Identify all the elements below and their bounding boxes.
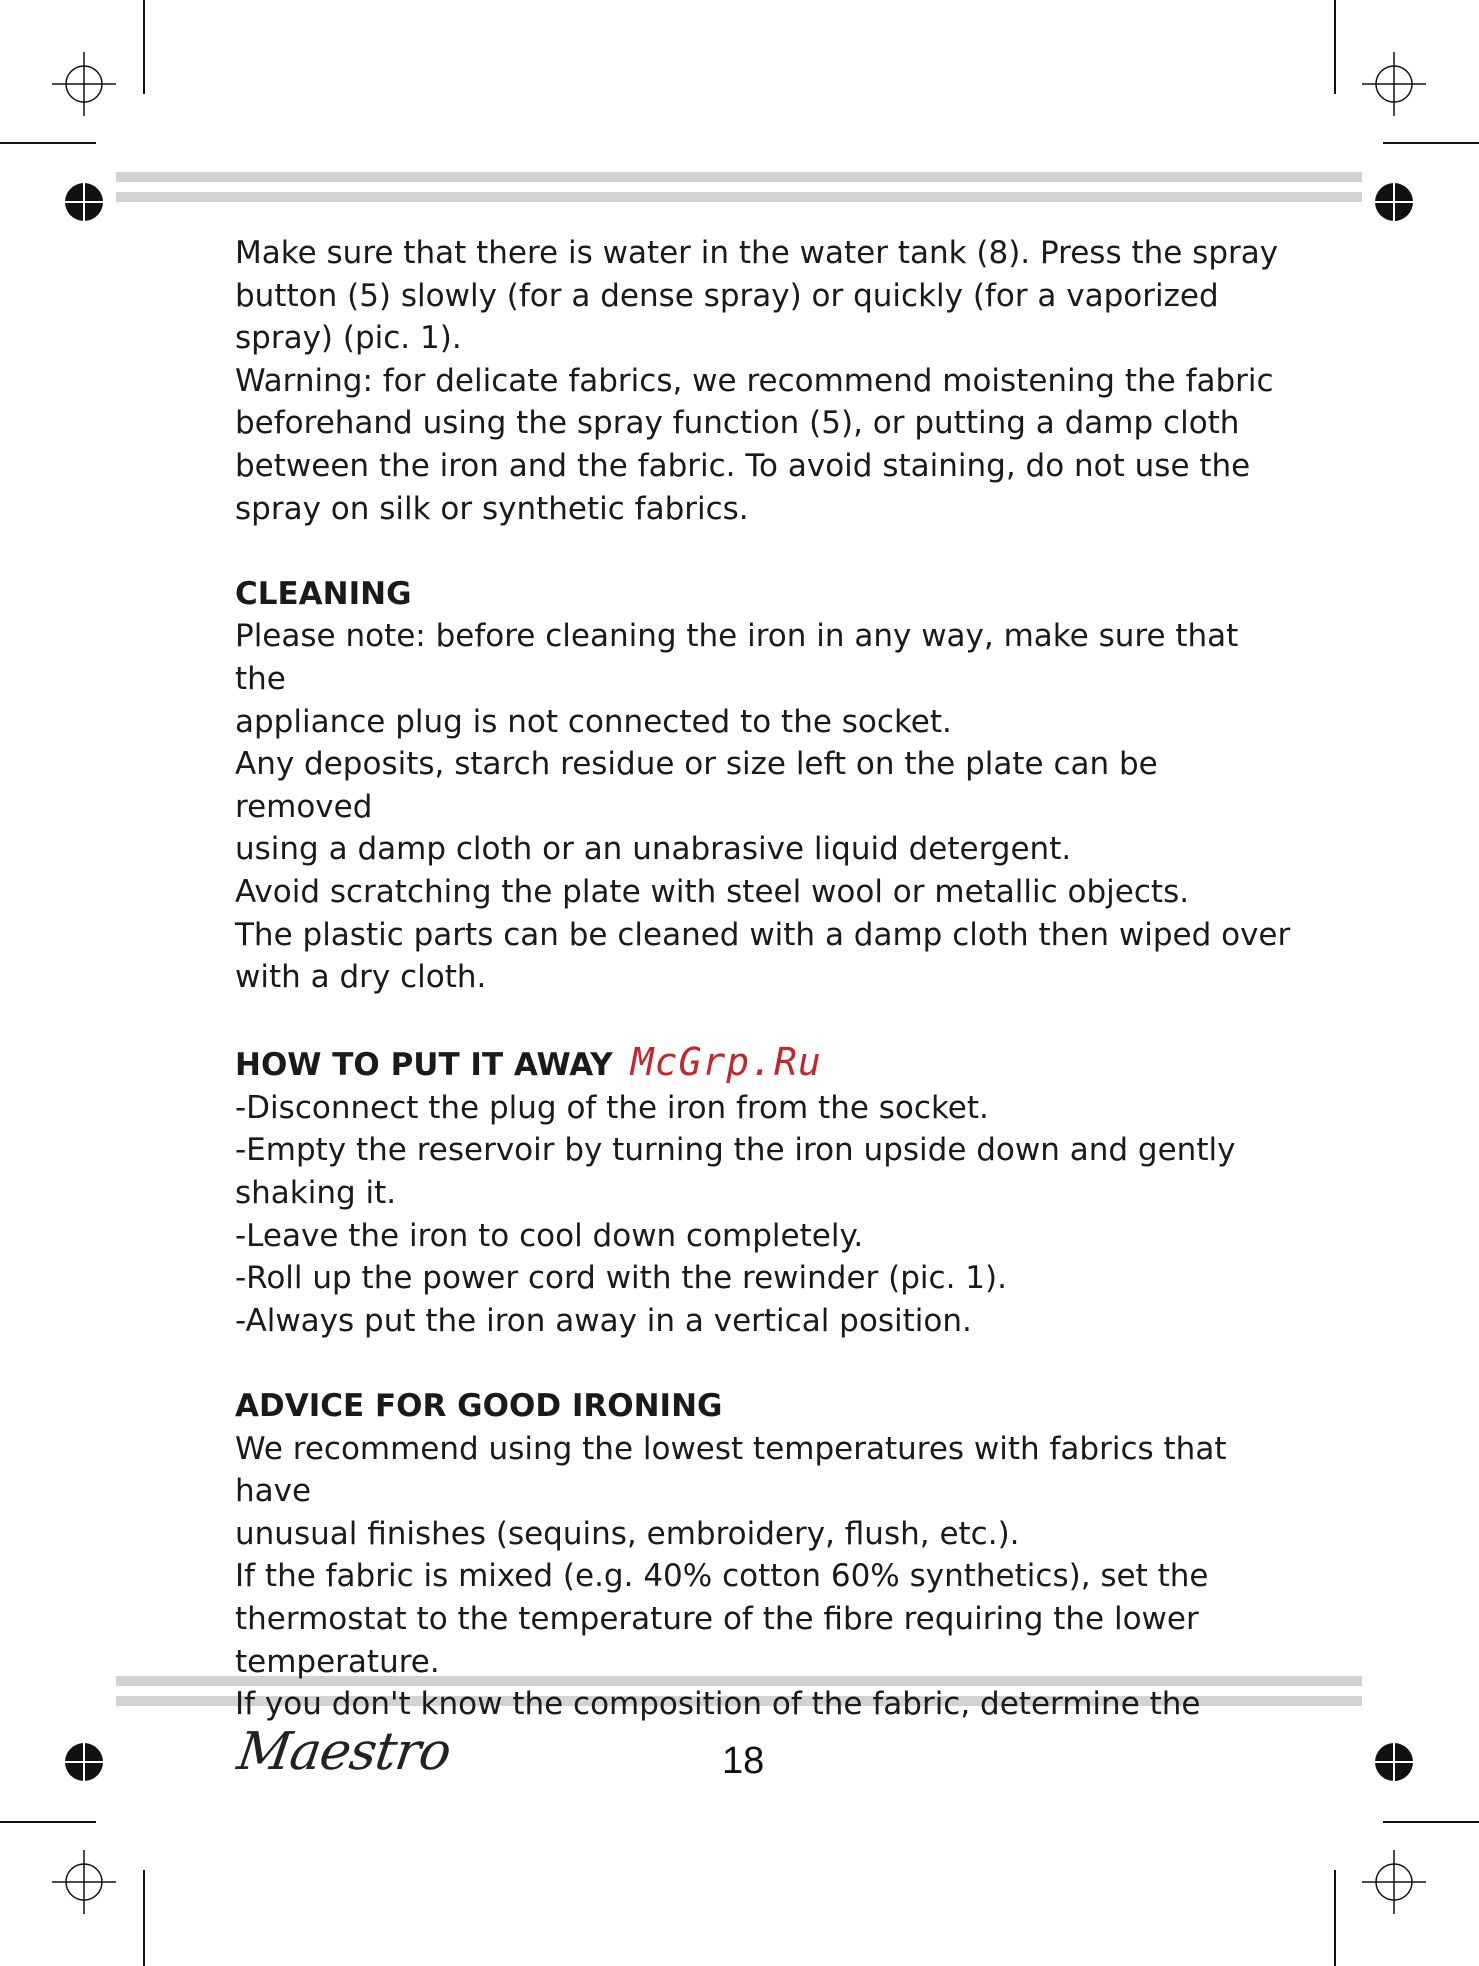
text-line: Avoid scratching the plate with steel wool or metallic objects. bbox=[235, 873, 1190, 910]
text-line: shaking it. bbox=[235, 1175, 397, 1212]
registration-mark-bottom-right-icon bbox=[1362, 1850, 1426, 1914]
crop-mark-top-left-horizontal bbox=[0, 142, 96, 144]
registration-mark-top-left-icon bbox=[52, 52, 116, 116]
text-line: thermostat to the temperature of the fibre requiring the lower bbox=[235, 1601, 1199, 1637]
spacer bbox=[235, 1342, 1295, 1385]
crop-mark-top-left-vertical bbox=[143, 0, 145, 94]
text-line: -Empty the reservoir by turning the iron upside down and gently bbox=[235, 1132, 1236, 1169]
header-band-1 bbox=[116, 172, 1362, 182]
section-heading-advice: ADVICE FOR GOOD IRONING bbox=[235, 1388, 723, 1425]
crop-mark-bottom-left-vertical bbox=[143, 1870, 145, 1966]
crop-mark-bottom-left-horizontal bbox=[0, 1821, 96, 1823]
text-line: We recommend using the lowest temperatures with fabrics that have bbox=[235, 1430, 1227, 1510]
text-line: beforehand using the spray function (5), or putting a damp cloth bbox=[235, 405, 1240, 442]
text-line: -Roll up the power cord with the rewinder (pic. 1). bbox=[235, 1260, 1007, 1297]
text-line: If the fabric is mixed (e.g. 40% cotton 60% synthetics), set the bbox=[235, 1558, 1209, 1595]
crop-mark-bottom-right-vertical bbox=[1334, 1870, 1336, 1966]
side-dot-bottom-left-icon bbox=[64, 1742, 104, 1782]
text-line: using a damp cloth or an unabrasive liquid detergent. bbox=[235, 831, 1072, 868]
registration-mark-top-right-icon bbox=[1362, 52, 1426, 116]
text-line: The plastic parts can be cleaned with a damp cloth then wiped over bbox=[235, 916, 1291, 953]
brand-logo: Maestro bbox=[233, 1722, 454, 1782]
side-dot-top-left-icon bbox=[64, 182, 104, 222]
text-line: temperature. bbox=[235, 1643, 440, 1680]
text-line: unusual finishes (sequins, embroidery, flush, etc.). bbox=[235, 1515, 1020, 1552]
crop-mark-top-right-vertical bbox=[1334, 0, 1336, 94]
spacer bbox=[235, 999, 1295, 1042]
header-band-2 bbox=[116, 192, 1362, 202]
watermark-text: McGrp.Ru bbox=[630, 1040, 822, 1085]
text-line: spray on silk or synthetic fabrics. bbox=[235, 490, 749, 527]
page-number: 18 bbox=[722, 1740, 765, 1782]
text-line: Warning: for delicate fabrics, we recommend moistening the fabric bbox=[235, 362, 1274, 399]
registration-mark-bottom-left-icon bbox=[52, 1850, 116, 1914]
text-line: Make sure that there is water in the water tank (8). Press the spray bbox=[235, 235, 1279, 271]
section-heading-cleaning: CLEANING bbox=[235, 575, 412, 612]
side-dot-bottom-right-icon bbox=[1374, 1742, 1414, 1782]
section-heading-put-away bbox=[235, 1041, 1295, 1087]
crop-mark-top-right-horizontal bbox=[1383, 142, 1479, 144]
spacer bbox=[235, 530, 1295, 573]
text-line: between the iron and the fabric. To avoid staining, do not use the bbox=[235, 447, 1251, 484]
text-line: Any deposits, starch residue or size left on the plate can be removed bbox=[235, 746, 1158, 825]
text-line: with a dry cloth. bbox=[235, 959, 487, 996]
side-dot-top-right-icon bbox=[1374, 182, 1414, 222]
text-line: -Leave the iron to cool down completely. bbox=[235, 1217, 864, 1254]
page-content bbox=[235, 232, 1295, 1726]
text-line: Please note: before cleaning the iron in any way, make sure that the bbox=[235, 618, 1239, 697]
text-line: If you don't know the composition of the fabric, determine the bbox=[235, 1686, 1201, 1723]
text-line: appliance plug is not connected to the socket. bbox=[235, 703, 952, 740]
section-heading-put-away-text: HOW TO PUT IT AWAY bbox=[235, 1047, 613, 1084]
text-line: -Always put the iron away in a vertical position. bbox=[235, 1302, 972, 1339]
text-line: button (5) slowly (for a dense spray) or quickly (for a vaporized bbox=[235, 277, 1219, 314]
crop-mark-bottom-right-horizontal bbox=[1383, 1821, 1479, 1823]
text-line: spray) (pic. 1). bbox=[235, 320, 462, 357]
text-line: -Disconnect the plug of the iron from the socket. bbox=[235, 1089, 989, 1126]
